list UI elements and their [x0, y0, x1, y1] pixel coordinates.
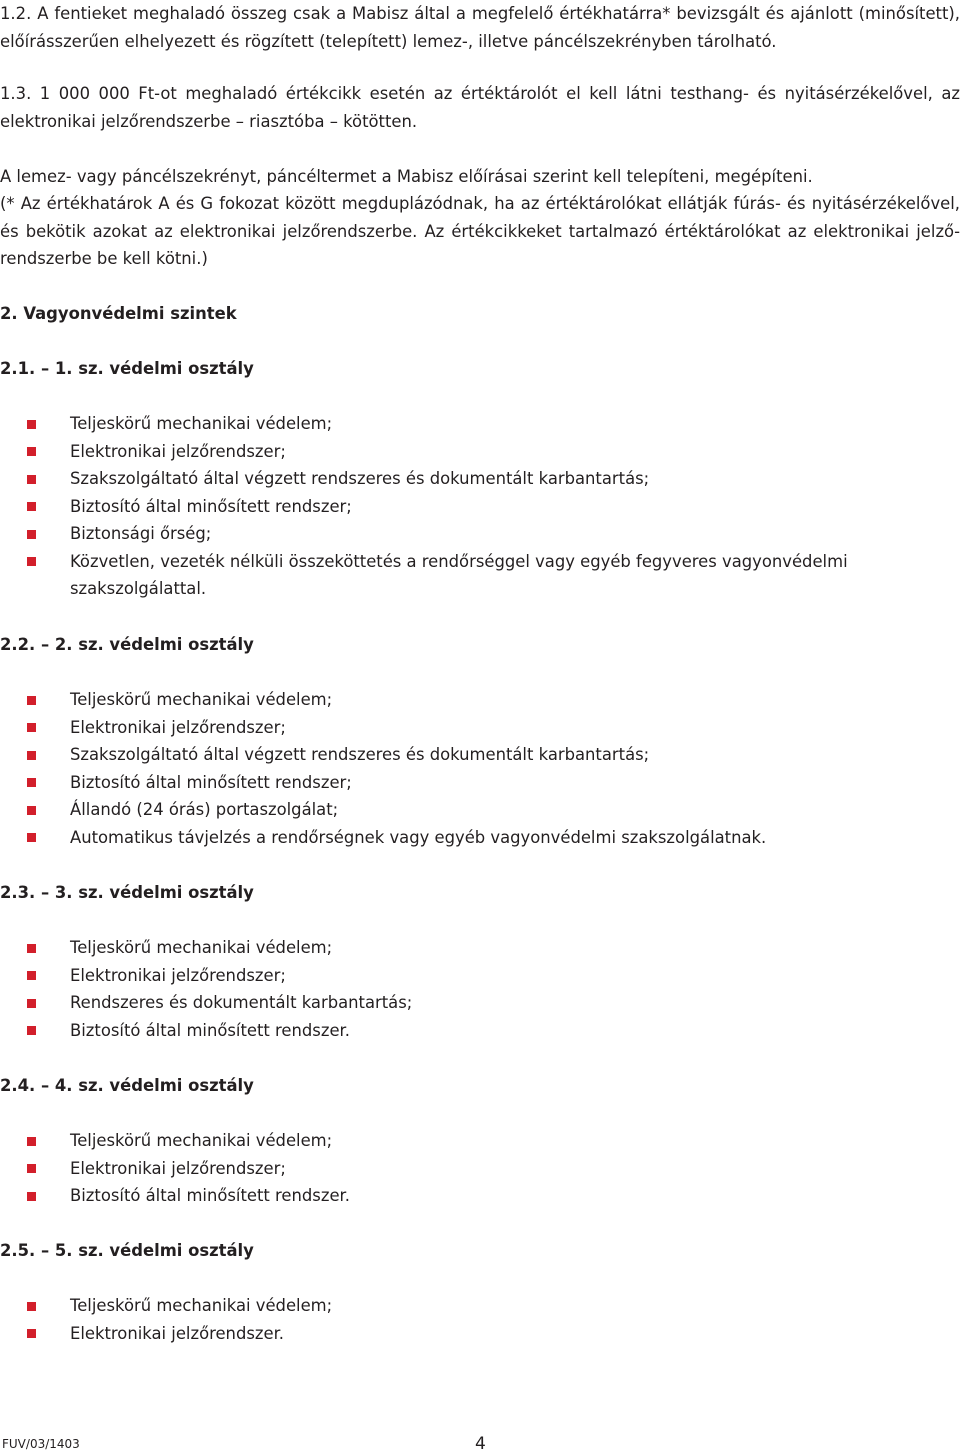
list-item-text: Elektronikai jelzőrendszer.	[70, 1323, 285, 1343]
section-number: 1.2.	[0, 4, 32, 23]
red-square-bullet-icon	[27, 833, 36, 842]
red-square-bullet-icon	[27, 530, 36, 539]
list-item-text: Biztosító által minősített rendszer;	[70, 496, 352, 516]
list-item-text: Állandó (24 órás) portaszolgálat;	[70, 800, 339, 819]
list-item	[0, 1017, 960, 1045]
list-item-text: Közvetlen, vezeték nélküli összeköttetés a rendőrséggel vagy egyéb fegyveres vagyonvédelmi szakszolgálattal.	[70, 551, 848, 598]
list-item	[0, 741, 960, 769]
list-item	[0, 769, 960, 797]
list-item	[0, 548, 850, 603]
red-square-bullet-icon	[27, 778, 36, 787]
red-square-bullet-icon	[27, 1164, 36, 1173]
list-item	[0, 520, 960, 548]
list-item	[0, 714, 960, 742]
list-item	[0, 1292, 960, 1320]
section-1-2-paragraph	[0, 0, 960, 55]
list-item-text: Biztosító által minősített rendszer.	[70, 1020, 350, 1040]
level-2-heading: 2.2. – 2. sz. védelmi osztály	[0, 635, 254, 654]
red-square-bullet-icon	[27, 502, 36, 511]
red-square-bullet-icon	[27, 475, 36, 484]
list-item-text: Teljeskörű mechanikai védelem;	[70, 690, 333, 709]
red-square-bullet-icon	[27, 1302, 36, 1311]
list-item-text: Rendszeres és dokumentált karbantartás;	[70, 993, 413, 1012]
red-square-bullet-icon	[27, 557, 36, 566]
list-item	[0, 824, 960, 852]
list-item-text: Biztosító által minősített rendszer.	[70, 1186, 350, 1205]
red-square-bullet-icon	[27, 696, 36, 705]
list-item-text: Szakszolgáltató által végzett rendszeres és dokumentált karbantartás;	[70, 745, 650, 764]
list-item-text: Szakszolgáltató által végzett rendszeres és dokumentált karbantartás;	[70, 469, 650, 488]
list-item-text: Automatikus távjelzés a rendőrségnek vagy egyéb vagyonvédelmi szakszolgálatnak.	[70, 827, 767, 847]
red-square-bullet-icon	[27, 420, 36, 429]
list-item	[0, 465, 960, 493]
list-item	[0, 1320, 960, 1348]
list-item-text: Teljeskörű mechanikai védelem;	[70, 1131, 333, 1150]
section-1-3-paragraph	[0, 80, 960, 135]
list-item	[0, 796, 960, 824]
level-4-heading: 2.4. – 4. sz. védelmi osztály	[0, 1076, 254, 1095]
list-item	[0, 686, 960, 714]
list-item-text: Elektronikai jelzőrendszer;	[70, 441, 286, 461]
list-item	[0, 1155, 960, 1183]
list-item-text: Elektronikai jelzőrendszer;	[70, 1158, 286, 1178]
list-item-text: Teljeskörű mechanikai védelem;	[70, 414, 333, 433]
level-3-heading: 2.3. – 3. sz. védelmi osztály	[0, 883, 254, 902]
list-item	[0, 438, 960, 466]
red-square-bullet-icon	[27, 1137, 36, 1146]
red-square-bullet-icon	[27, 1192, 36, 1201]
level-1-heading: 2.1. – 1. sz. védelmi osztály	[0, 359, 254, 378]
list-item	[0, 934, 960, 962]
red-square-bullet-icon	[27, 999, 36, 1008]
red-square-bullet-icon	[27, 1026, 36, 1035]
list-item-text: Biztonsági őrség;	[70, 524, 212, 543]
heading-vagyonvedelmi-szintek: 2. Vagyonvédelmi szintek	[0, 304, 237, 323]
level-1-list	[0, 410, 960, 603]
list-item-text: Elektronikai jelzőrendszer;	[70, 717, 286, 737]
red-square-bullet-icon	[27, 447, 36, 456]
level-5-heading: 2.5. – 5. sz. védelmi osztály	[0, 1241, 254, 1260]
red-square-bullet-icon	[27, 944, 36, 953]
red-square-bullet-icon	[27, 723, 36, 732]
list-item	[0, 410, 960, 438]
list-item-text: Elektronikai jelzőrendszer;	[70, 965, 286, 985]
list-item	[0, 962, 960, 990]
red-square-bullet-icon	[27, 971, 36, 980]
red-square-bullet-icon	[27, 806, 36, 815]
safe-installation-paragraph: A lemez- vagy páncélszekrényt, páncéltermet a Mabisz előírásai szerint kell telepíteni, megépíteni.	[0, 167, 813, 186]
list-item-text: Teljeskörű mechanikai védelem;	[70, 938, 333, 957]
level-2-list	[0, 686, 960, 851]
value-limit-note: (* Az értékhatárok A és G fokozat között megduplázódnak, ha az értéktárolókat ellátják fúrás- és nyitásérzékelővel, és bekötik azokat az elektronikai jelzőrendszerbe. Az értékcikkeket tartalmazó értéktárolókat az elektronikai jelző-rendszerbe be kell kötni.)	[0, 194, 960, 268]
list-item	[0, 1127, 960, 1155]
red-square-bullet-icon	[27, 1329, 36, 1338]
section-number: 1.3.	[0, 84, 32, 103]
section-text: 1 000 000 Ft-ot meghaladó értékcikk esetén az értéktárolót el kell látni testhang- és nyitásérzékelővel, az elektronikai jelzőrendszerbe – riasztóba – kötötten.	[0, 84, 960, 131]
list-item-text: Teljeskörű mechanikai védelem;	[70, 1296, 333, 1315]
section-text: A fentieket meghaladó összeg csak a Mabisz által a megfelelő értékhatárra* bevizsgált és ajánlott (minősített), előírásszerűen elhelyezett és rögzített (telepített) lemez-, illetve páncélszekrényben tárolható.	[0, 4, 960, 51]
list-item-text: Biztosító által minősített rendszer;	[70, 772, 352, 792]
red-square-bullet-icon	[27, 751, 36, 760]
list-item	[0, 989, 960, 1017]
level-5-list	[0, 1292, 960, 1347]
list-item	[0, 493, 960, 521]
list-item	[0, 1182, 960, 1210]
level-4-list	[0, 1127, 960, 1210]
document-code: FUV/03/1403	[2, 1437, 80, 1451]
level-3-list	[0, 934, 960, 1044]
page-number: 4	[475, 1434, 486, 1454]
